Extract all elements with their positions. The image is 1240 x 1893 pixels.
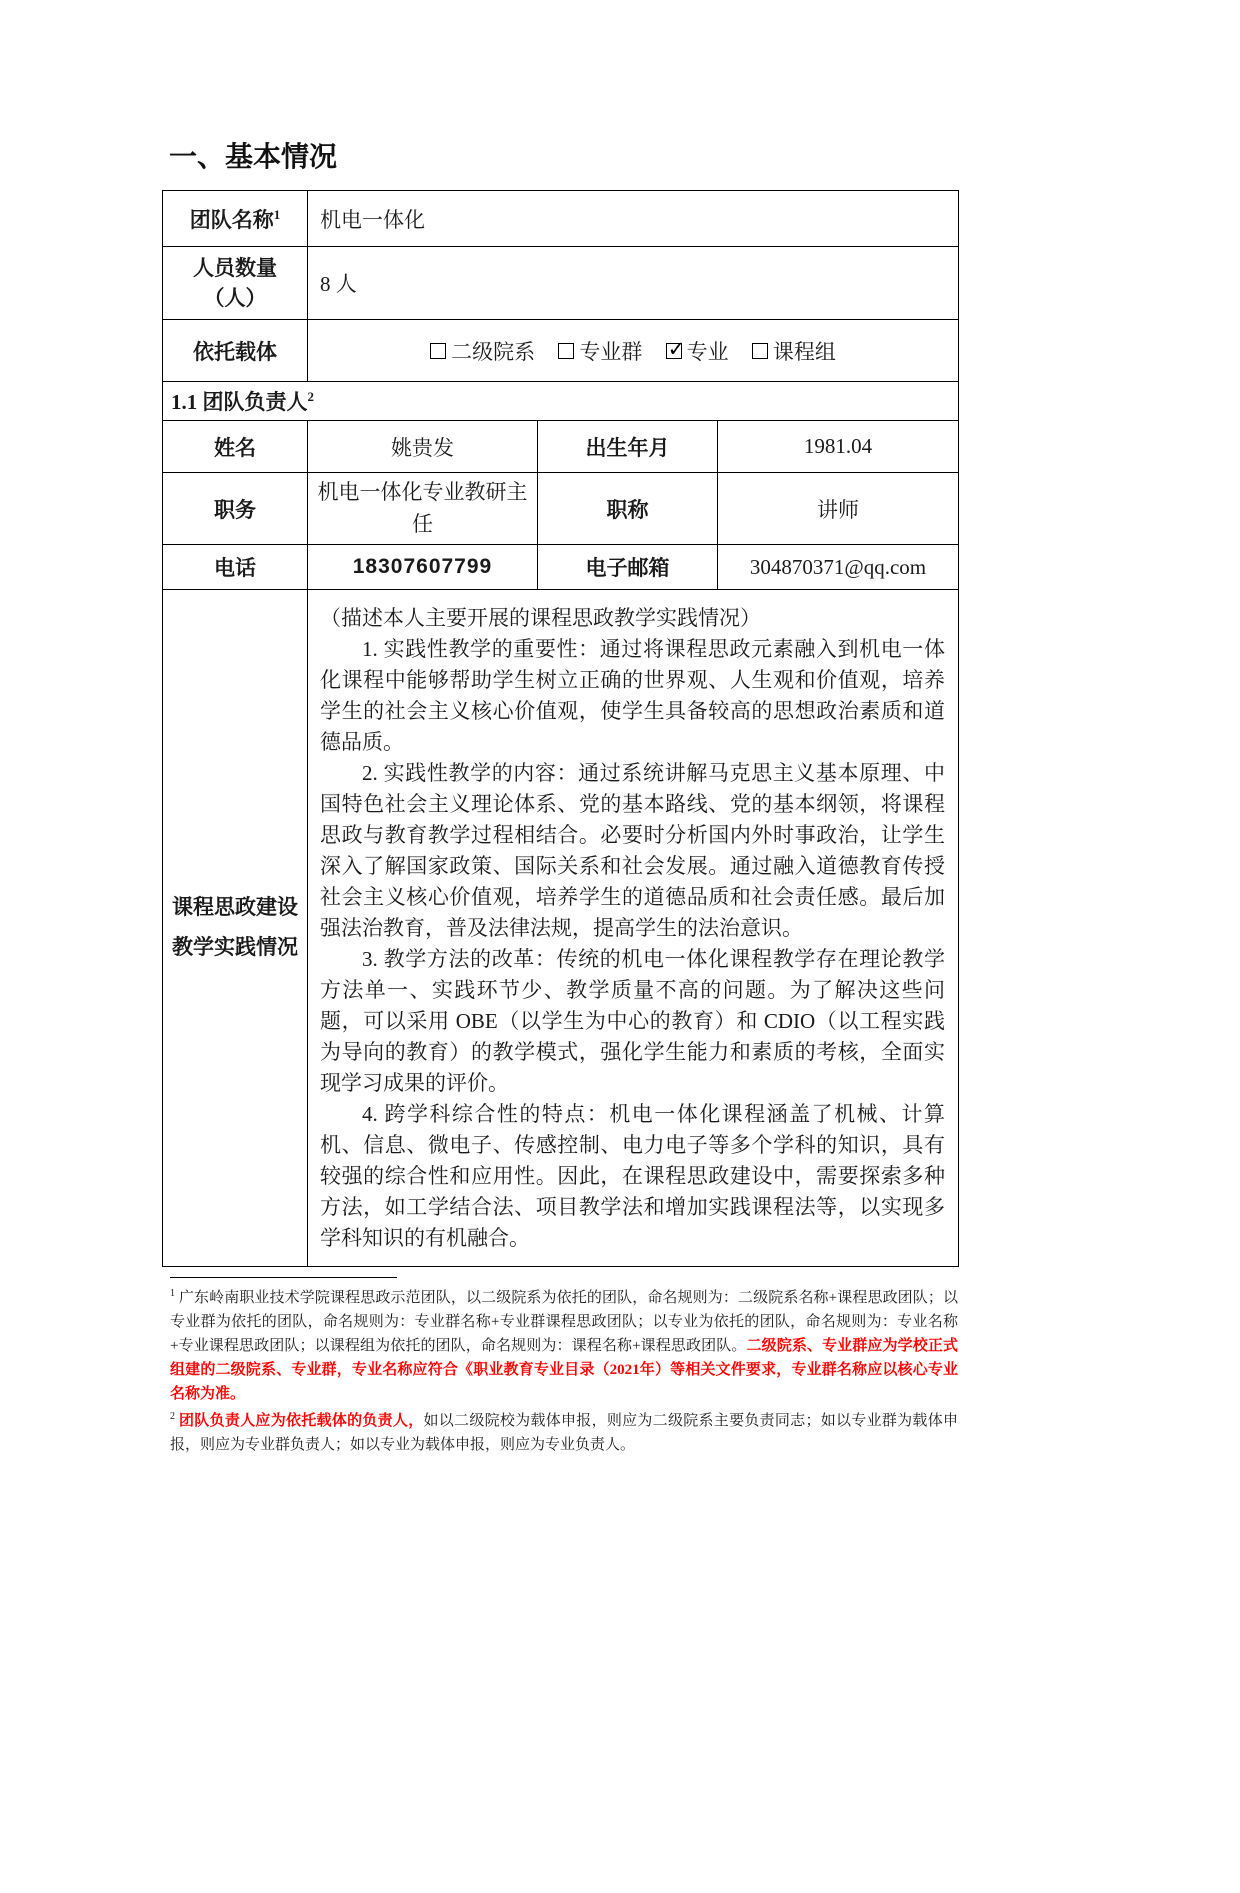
member-count-label-line2: （人） bbox=[203, 286, 267, 310]
checkbox-label: 专业群 bbox=[579, 339, 643, 364]
footnote-1 bbox=[170, 1286, 958, 1406]
leader-section-label: 1.1 团队负责人 bbox=[171, 390, 308, 414]
footnote-1-red-text: 二级院系、专业群应为学校正式组建的二级院系、专业群，专业名称应符合《职业教育专业目录（2021年）等相关文件要求，专业群名称应以核心专业名称为准。 bbox=[170, 1338, 958, 1402]
checkbox-option-secondary-college[interactable] bbox=[430, 336, 535, 366]
checkbox-option-major-group[interactable] bbox=[558, 336, 642, 366]
practice-paragraph-1: 1. 实践性教学的重要性：通过将课程思政元素融入到机电一体化课程中能够帮助学生树立正确的世界观、人生观和价值观，培养学生的社会主义核心价值观，使学生具备较高的思想政治素质和道德品质。 bbox=[320, 636, 945, 754]
table-row-position-title bbox=[163, 473, 959, 545]
footnote-1-text: 广东岭南职业技术学院课程思政示范团队，以二级院系为依托的团队，命名规则为：二级院系名称+课程思政团队；以专业群为依托的团队，命名规则为：专业群名称+专业群课程思政团队；以专业为依托的团队，命名规则为：专业名称+专业课程思政团队；以课程组为依托的团队，命名规则为：课程名称+课程思政团队。 bbox=[170, 1290, 959, 1354]
practice-intro: （描述本人主要开展的课程思政教学实践情况） bbox=[320, 605, 761, 630]
footnote-2 bbox=[170, 1409, 958, 1457]
footnote-2-marker: 2 bbox=[170, 1411, 175, 1422]
footnote-2-text: 如以二级院校为载体申报，则应为二级院系主要负责同志；如以专业群为载体申报，则应为专业群负责人；如以专业为载体申报，则应为专业负责人。 bbox=[170, 1413, 958, 1453]
checkbox-label: 课程组 bbox=[772, 339, 836, 364]
checkbox-icon[interactable] bbox=[752, 343, 768, 359]
position-label: 职务 bbox=[163, 473, 308, 545]
team-name-label bbox=[163, 191, 308, 247]
carrier-options bbox=[308, 320, 959, 382]
table-row-member-count bbox=[163, 247, 959, 320]
leader-section-title bbox=[163, 382, 959, 421]
birth-label: 出生年月 bbox=[538, 421, 718, 473]
title-label: 职称 bbox=[538, 473, 718, 545]
member-count-label bbox=[163, 247, 308, 320]
carrier-label: 依托载体 bbox=[163, 320, 308, 382]
basic-info-table bbox=[162, 190, 959, 1267]
checkbox-icon[interactable] bbox=[430, 343, 446, 359]
document-page bbox=[0, 140, 1240, 1457]
practice-paragraph-4: 4. 跨学科综合性的特点：机电一体化课程涵盖了机械、计算机、信息、微电子、传感控制、电力电子等多个学科的知识，具有较强的综合性和应用性。因此，在课程思政建设中，需要探索多种方法，如工学结合法、项目教学法和增加实践课程法等，以实现多学科知识的有机融合。 bbox=[320, 1101, 945, 1250]
footnote-2-red-text: 团队负责人应为依托载体的负责人， bbox=[179, 1413, 424, 1429]
checkbox-option-course-group[interactable] bbox=[752, 336, 836, 366]
checkbox-icon[interactable] bbox=[666, 343, 682, 359]
practice-content bbox=[308, 590, 959, 1267]
phone-value: 18307607799 bbox=[308, 545, 538, 590]
practice-paragraph-3: 3. 教学方法的改革：传统的机电一体化课程教学存在理论教学方法单一、实践环节少、教学质量不高的问题。为了解决这些问题，可以采用 OBE（以学生为中心的教育）和 CDIO（以工程实践为导向的教育）的教学模式，强化学生能力和素质的考核，全面实现学习成果的评价。 bbox=[320, 946, 945, 1095]
position-value: 机电一体化专业教研主任 bbox=[308, 473, 538, 545]
email-label: 电子邮箱 bbox=[538, 545, 718, 590]
footnote-ref-2: 2 bbox=[307, 389, 314, 404]
table-row-name-birth bbox=[163, 421, 959, 473]
footnote-1-marker: 1 bbox=[170, 1288, 175, 1299]
member-count-label-line1: 人员数量 bbox=[193, 255, 277, 280]
checkbox-label: 专业 bbox=[686, 339, 729, 364]
team-name-value: 机电一体化 bbox=[308, 191, 959, 247]
phone-label: 电话 bbox=[163, 545, 308, 590]
title-value: 讲师 bbox=[718, 473, 959, 545]
practice-label: 课程思政建设教学实践情况 bbox=[163, 590, 308, 1267]
birth-value: 1981.04 bbox=[718, 421, 959, 473]
checkbox-label: 二级院系 bbox=[451, 339, 536, 364]
member-count-value: 8 人 bbox=[308, 247, 959, 320]
table-row-carrier bbox=[163, 320, 959, 382]
footnote-ref-1: 1 bbox=[273, 206, 281, 222]
table-row-phone-email bbox=[163, 545, 959, 590]
table-row-practice bbox=[163, 590, 959, 1267]
table-row-leader-heading bbox=[163, 382, 959, 421]
practice-paragraph-2: 2. 实践性教学的内容：通过系统讲解马克思主义基本原理、中国特色社会主义理论体系、党的基本路线、党的基本纲领，将课程思政与教育教学过程相结合。必要时分析国内外时事政治，让学生深入了解国家政策、国际关系和社会发展。通过融入道德教育传授社会主义核心价值观，培养学生的道德品质和社会责任感。最后加强法治教育，普及法律法规，提高学生的法治意识。 bbox=[320, 760, 945, 940]
checkbox-option-major[interactable] bbox=[666, 336, 729, 366]
section-heading: 一、基本情况 bbox=[169, 141, 338, 172]
footnotes-section bbox=[170, 1277, 958, 1457]
checkbox-icon[interactable] bbox=[558, 343, 574, 359]
footnote-separator bbox=[170, 1277, 397, 1278]
email-value: 304870371@qq.com bbox=[718, 545, 959, 590]
team-name-label-text: 团队名称 bbox=[189, 207, 274, 232]
name-label: 姓名 bbox=[163, 421, 308, 473]
table-row-team-name bbox=[163, 191, 959, 247]
name-value: 姚贵发 bbox=[308, 421, 538, 473]
